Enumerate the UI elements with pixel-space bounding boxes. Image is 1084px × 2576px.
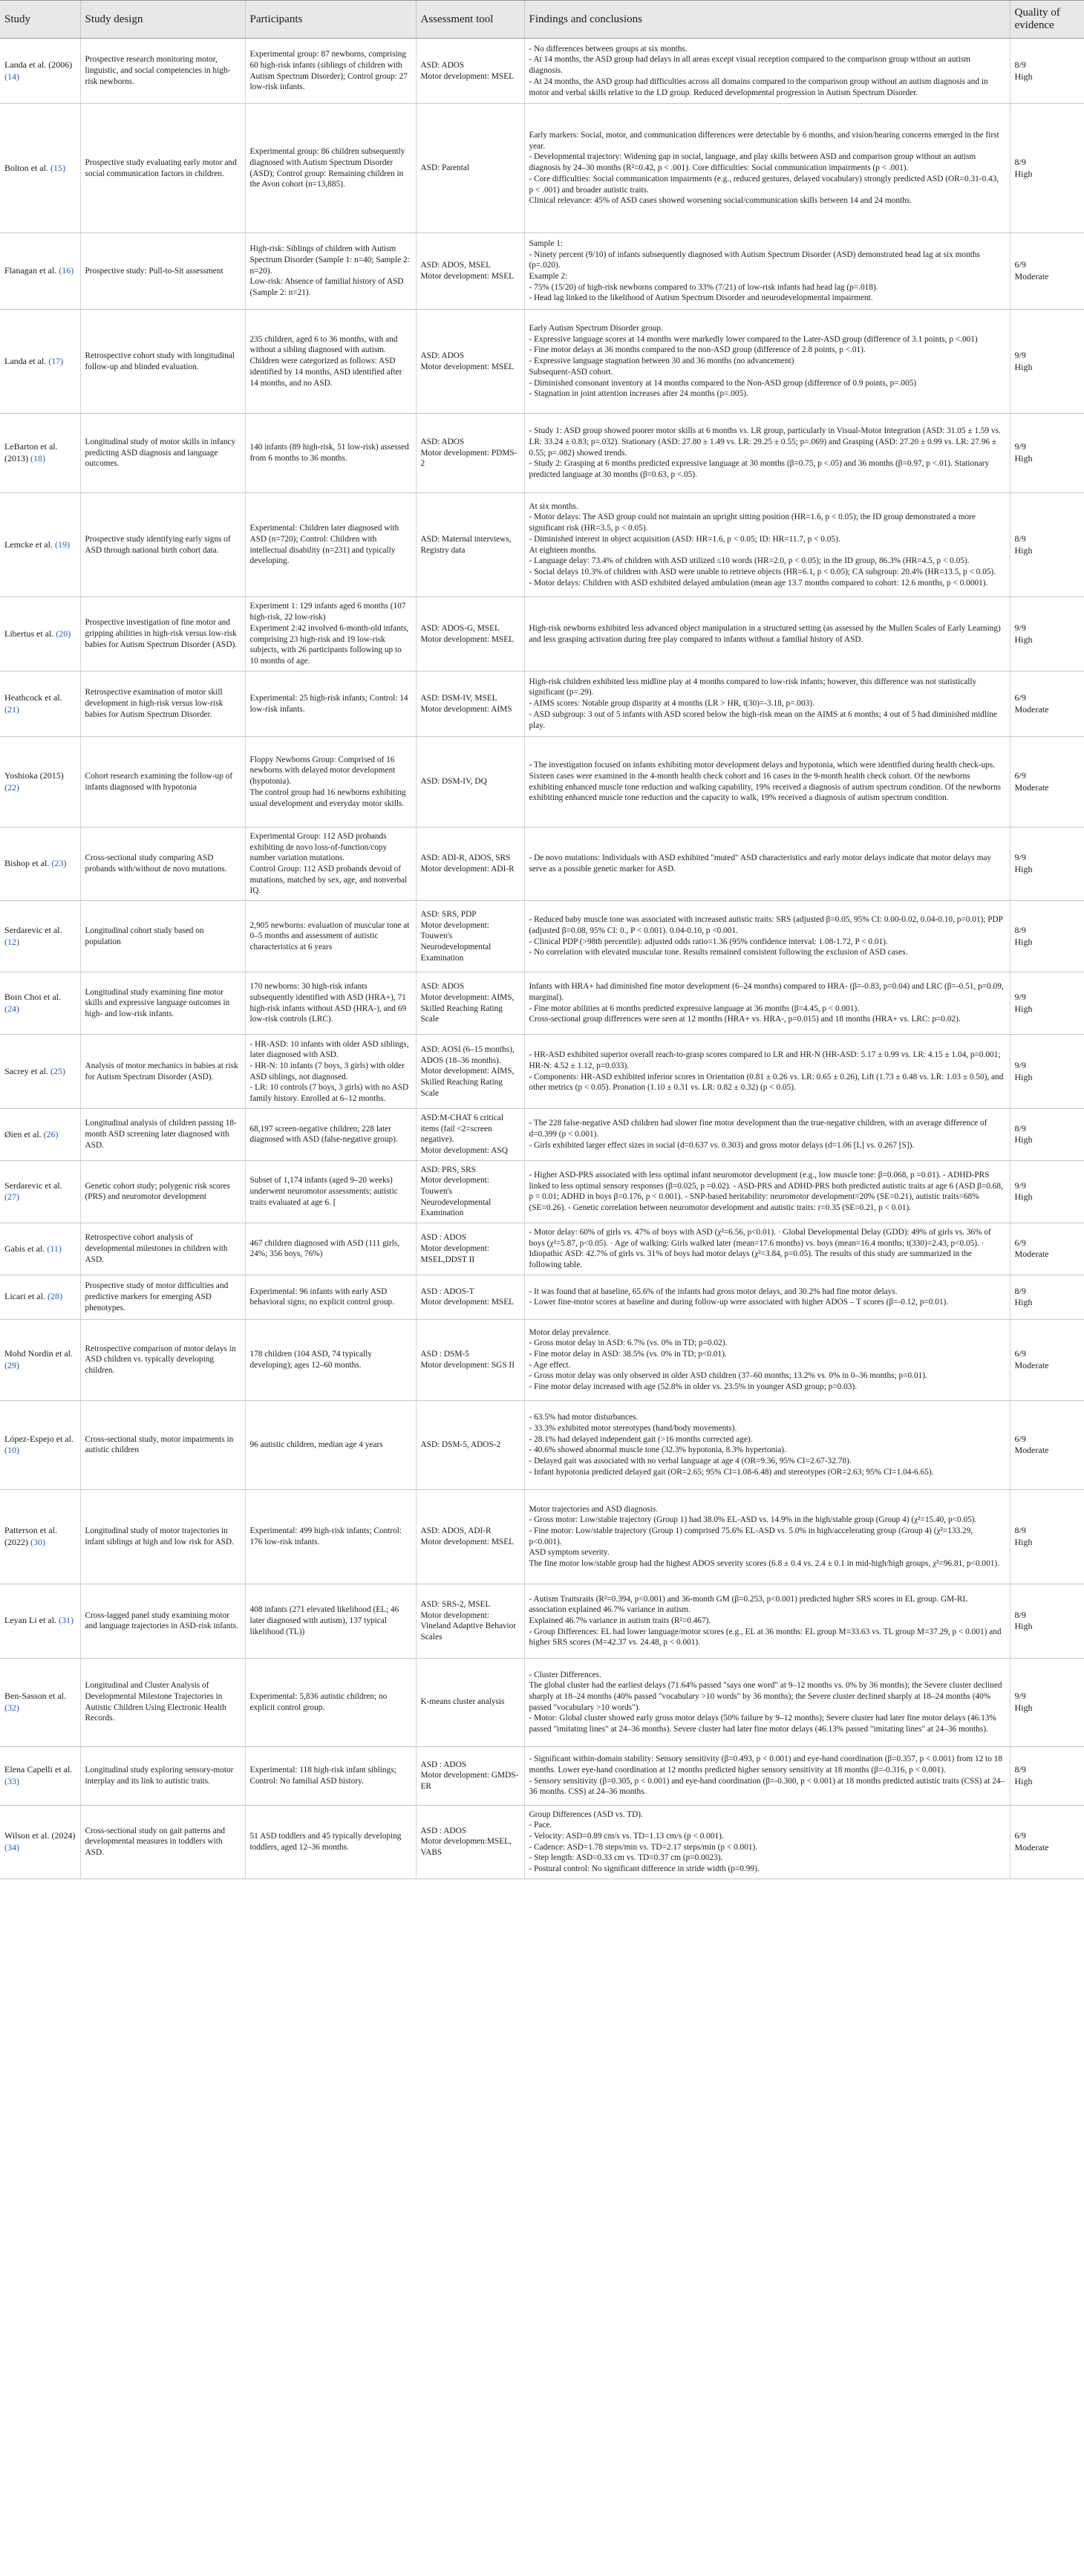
assessment-tool-cell: ASD: ADOS Motor development: MSEL	[416, 310, 524, 414]
reference-link[interactable]: (34)	[4, 1841, 19, 1853]
study-design-cell: Longitudinal study examining fine motor skills and expressive language outcomes in high- and low-risk infants.	[80, 972, 245, 1035]
study-design-cell: Genetic cohort study; polygenic risk scores (PRS) and neuromotor development	[80, 1160, 245, 1223]
assessment-tool-cell: ASD : ADOS-T Motor development: MSEL	[416, 1275, 524, 1319]
study-design-cell: Longitudinal study of motor skills in infancy predicting ASD diagnosis and language outcomes.	[80, 414, 245, 493]
header-participants: Participants	[245, 1, 416, 39]
reference-link[interactable]: (18)	[30, 453, 45, 464]
study-design-cell: Cross-sectional study on gait patterns and developmental measures in toddlers with ASD.	[80, 1805, 245, 1879]
study-design-cell: Retrospective comparison of motor delays in ASD children vs. typically developing children.	[80, 1319, 245, 1400]
participants-cell: Experimental Group: 112 ASD probands exhibiting de novo loss-of-function/copy number variation mutations. Control Group: 112 ASD probands devoid of mutations, matched by sex, age, and nonverbal IQ.	[245, 827, 416, 901]
study-design-cell: Longitudinal cohort study based on population	[80, 901, 245, 972]
assessment-tool-cell: ASD: DSM-5, ADOS-2	[416, 1400, 524, 1489]
reference-link[interactable]: (14)	[4, 71, 19, 82]
reference-link[interactable]: (15)	[50, 162, 65, 173]
table-row	[0, 233, 1084, 310]
study-cell	[0, 737, 80, 827]
quality-cell: 6/9 Moderate	[1010, 737, 1084, 827]
quality-cell: 9/9 High	[1010, 827, 1084, 901]
reference-link[interactable]: (21)	[4, 703, 19, 715]
participants-cell: High-risk: Siblings of children with Autism Spectrum Disorder (Sample 1: n=40; Sample 2: n=20). Low-risk: Absence of familial history of ASD (Sample 2: n=21).	[245, 233, 416, 310]
study-design-cell: Longitudinal analysis of children passing 18-month ASD screening later diagnosed with ASD.	[80, 1109, 245, 1161]
findings-cell: - Reduced baby muscle tone was associated with increased autistic traits: SRS (adjusted β=0.05, 95% CI: 0.00-0.02, 0.04-0.10, p=0.01); PDP (adjusted β=0.08, 95% CI: 0., P < 0.001). 0.04-0.10, p <0.001. - Clinical PDP (>98th percentile): adjusted odds ratio=1.36 (95% confidence interval: 1.08-1.72, P < 0.01). - No correlation with elevated muscular tone. Results remained consistent following the exclusion of ASD cases.	[524, 901, 1010, 972]
study-cell	[0, 972, 80, 1035]
participants-cell: - HR-ASD: 10 infants with older ASD siblings, later diagnosed with ASD. - HR-N: 10 infants (7 boys, 3 girls) with older ASD siblings, not diagnosed. - LR: 10 controls (7 boys, 3 girls) with no ASD family history. Enrolled at 6–12 months.	[245, 1035, 416, 1109]
participants-cell: Experimental group: 87 newborns, comprising 60 high-risk infants (siblings of children with Autism Spectrum Disorder); Control group: 27 low-risk infants.	[245, 39, 416, 104]
study-name: Landa et al. (2006)	[4, 59, 73, 70]
study-cell	[0, 1109, 80, 1161]
quality-cell: 9/9 High	[1010, 972, 1084, 1035]
quality-cell: 9/9 High	[1010, 597, 1084, 671]
study-name: López-Espejo et al.	[4, 1433, 74, 1444]
table-row	[0, 1035, 1084, 1109]
study-design-cell: Cross-sectional study, motor impairments in autistic children	[80, 1400, 245, 1489]
findings-cell: Sample 1: - Ninety percent (9/10) of infants subsequently diagnosed with Autism Spectrum Disorder (ASD) demonstrated head lag at six months (p=.020). Example 2: - 75% (15/20) of high-risk newborns compared to 33% (7/21) of low-risk infants had head lag (p=.018). - Head lag linked to the likelihood of Autism Spectrum Disorder and neurodevelopmental impairment.	[524, 233, 1010, 310]
findings-cell: - No differences between groups at six months. - At 14 months, the ASD group had delays in all areas except visual reception compared to the comparison group without an autism diagnosis. - At 24 months, the ASD group had difficulties across all domains compared to the comparison group without an autism diagnosis and in motor and verbal skills relative to the LD group. Reduced developmental progression in Autism Spectrum Disorder.	[524, 39, 1010, 104]
study-name: Ben-Sasson et al.	[4, 1691, 66, 1702]
table-header-row	[0, 1, 1084, 39]
findings-cell: - Autism Traitsraits (R²=0.394, p<0.001) and 36-month GM (β=0.253, p<0.001) predicted higher SRS scores in EL group. GM-RL association explained 46.7% variance in autism. Explained 46.7% variance in autism traits (R²=0.467). - Group Differences: EL had lower language/motor scores (e.g., EL at 36 months: EL group M=33.63 vs. TL group M=37.29, p < 0.001) and higher SRS scores (M=42.37 vs. 24.48, p < 0.001).	[524, 1584, 1010, 1658]
study-cell	[0, 1400, 80, 1489]
findings-cell: - Cluster Differences. The global cluster had the earliest delays (71.64% passed "says one word" at 9–12 months vs. 0% by 36 months); the Severe cluster declined sharply at 18–24 months (40% passed "vocabulary >10 words" by 36 months); the Severe cluster declined sharply at 18–24 months (40% passed "vocabulary >10 words"). - Motor: Global cluster showed early gross motor delays (50% failure by 9–12 months); Severe cluster had later fine motor delays (46.13% passed "imitating lines" at 24–36 months). Severe cluster had later fine motor delays (46.13% passed "imitating lines" at 24–36 months).	[524, 1658, 1010, 1746]
reference-link[interactable]: (20)	[56, 628, 71, 639]
study-cell	[0, 493, 80, 597]
participants-cell: 68,197 screen-negative children; 228 later diagnosed with ASD (false-negative group).	[245, 1109, 416, 1161]
assessment-tool-cell: ASD: ADOS-G, MSEL Motor development: MSEL	[416, 597, 524, 671]
participants-cell: Floppy Newborns Group: Comprised of 16 newborns with delayed motor development (hypotonia). The control group had 16 newborns exhibiting usual development and everyday motor skills.	[245, 737, 416, 827]
study-name: Sacrey et al.	[4, 1065, 50, 1076]
findings-cell: - The 228 false-negative ASD children had slower fine motor development than the true-negative children, with an average difference of d=0.399 (p < 0.001). - Girls exhibited larger effect sizes in social (d=0.637 vs. 0.303) and gross motor delays (d=1.06 [L] vs. 0.267 [S]).	[524, 1109, 1010, 1161]
quality-cell: 8/9 High	[1010, 1109, 1084, 1161]
table-row	[0, 39, 1084, 104]
reference-link[interactable]: (22)	[4, 781, 19, 793]
study-name: Heathcock et al.	[4, 692, 62, 703]
study-design-cell: Longitudinal study of motor trajectories in infant siblings at high and low risk for ASD.	[80, 1489, 245, 1584]
assessment-tool-cell: K-means cluster analysis	[416, 1658, 524, 1746]
table-row	[0, 737, 1084, 827]
reference-link[interactable]: (27)	[4, 1191, 19, 1203]
reference-link[interactable]: (16)	[59, 265, 74, 276]
quality-cell: 6/9 Moderate	[1010, 1223, 1084, 1275]
quality-cell: 8/9 High	[1010, 1489, 1084, 1584]
quality-cell: 6/9 Moderate	[1010, 1319, 1084, 1400]
participants-cell: 408 infants (271 elevated likelihood (EL; 46 later diagnosed with autism), 137 typical likelihood (TL))	[245, 1584, 416, 1658]
study-name: Bolton et al.	[4, 162, 50, 173]
reference-link[interactable]: (30)	[30, 1536, 45, 1547]
table-row	[0, 1109, 1084, 1161]
study-cell	[0, 1584, 80, 1658]
study-cell	[0, 104, 80, 233]
study-cell	[0, 414, 80, 493]
study-name: Yoshioka (2015)	[4, 770, 64, 781]
reference-link[interactable]: (19)	[54, 539, 70, 550]
assessment-tool-cell: ASD : DSM-5 Motor development: SGS II	[416, 1319, 524, 1400]
participants-cell: 170 newborns: 30 high-risk infants subsequently identified with ASD (HRA+), 71 high-risk infants without ASD (HRA-), and 69 low-risk controls (LRC).	[245, 972, 416, 1035]
participants-cell: Experimental: 96 infants with early ASD behavioral signs; no explicit control group.	[245, 1275, 416, 1319]
header-study: Study	[0, 1, 80, 39]
study-cell	[0, 310, 80, 414]
quality-cell: 8/9 High	[1010, 104, 1084, 233]
study-name: Serdarevic et al.	[4, 924, 62, 935]
reference-link[interactable]: (24)	[4, 1003, 19, 1014]
assessment-tool-cell: ASD: DSM-IV, MSEL Motor development: AIMS	[416, 671, 524, 737]
study-design-cell: Prospective study: Pull-to-Sit assessment	[80, 233, 245, 310]
study-design-cell: Retrospective cohort study with longitudinal follow-up and blinded evaluation.	[80, 310, 245, 414]
study-design-cell: Cohort research examining the follow-up of infants diagnosed with hypotonia	[80, 737, 245, 827]
quality-cell: 6/9 Moderate	[1010, 233, 1084, 310]
study-design-cell: Prospective investigation of fine motor and gripping abilities in high-risk versus low-risk babies for Autism Spectrum Disorder (ASD).	[80, 597, 245, 671]
study-design-cell: Retrospective cohort analysis of developmental milestones in children with ASD.	[80, 1223, 245, 1275]
findings-cell: - 63.5% had motor disturbances. - 33.3% exhibited motor stereotypes (hand/body movements). - 28.1% had delayed independent gait (>16 months corrected age). - 40.6% showed abnormal muscle tone (32.3% hypotonia, 8.3% hypertonia). - Delayed gait was associated with no verbal language at age 4 (OR=9.36, 95% CI=2.67-32.78). - Infant hypotonia predicted delayed gait (OR=2.65; 95% CI=1.08-6.48) and stereotypes (OR=2.63; 95% CI=1.04-6.65).	[524, 1400, 1010, 1489]
study-cell	[0, 901, 80, 972]
study-cell	[0, 827, 80, 901]
study-design-cell: Prospective study of motor difficulties and predictive markers for emerging ASD phenotypes.	[80, 1275, 245, 1319]
findings-cell: - Higher ASD-PRS associated with less optimal infant neuromotor development (e.g., low muscle tone: β=0.068, p =0.01). - ADHD-PRS linked to less optimal sensory responses (β=0.025, p =0.02). - ASD-PRS and ADHD-PRS both predicted autistic traits at age 6 (ASD β=0.68, p = 0.01; ADHD in boys β=0.176, p < 0.001). - SNP-based heritability: neuromotor development=20% (SE=0.21), autistic traits=68% (SE=0.26). - Genetic correlation between neuromotor development and autistic traits: r=0.35 (SE=0.21, p < 0.01).	[524, 1160, 1010, 1223]
quality-cell: 8/9 High	[1010, 1275, 1084, 1319]
study-name: Serdarevic et al.	[4, 1180, 62, 1191]
reference-link[interactable]: (33)	[4, 1775, 19, 1786]
assessment-tool-cell: ASD: ADOS, MSEL Motor development: MSEL	[416, 233, 524, 310]
participants-cell: Experimental: 499 high-risk infants; Control: 176 low-risk infants.	[245, 1489, 416, 1584]
findings-cell: - De novo mutations: Individuals with ASD exhibited "muted" ASD characteristics and early motor delays indicate that motor delays may serve as a possible genetic marker for ASD.	[524, 827, 1010, 901]
study-name: Patterson et al. (2022)	[4, 1525, 57, 1547]
quality-cell: 9/9 High	[1010, 1035, 1084, 1109]
quality-cell: 9/9 High	[1010, 1160, 1084, 1223]
quality-cell: 8/9 High	[1010, 39, 1084, 104]
reference-link[interactable]: (28)	[47, 1291, 62, 1302]
study-cell	[0, 1805, 80, 1879]
findings-cell: High-risk children exhibited less midline play at 4 months compared to low-risk infants; however, this difference was not statistically significant (p=.29). - AIMS scores: Notable group disparity at 4 months (LR > HR, t(30)=-3.18, p=.003). - ASD subgroup: 3 out of 5 infants with ASD scored below the high-risk mean on the AIMS at 6 months; 4 out of 5 had diminished midline play.	[524, 671, 1010, 737]
table-row	[0, 1275, 1084, 1319]
study-cell	[0, 1160, 80, 1223]
findings-cell: - HR-ASD exhibited superior overall reach-to-grasp scores compared to LR and HR-N (HR-ASD: 5.17 ± 0.99 vs. LR: 4.15 ± 1.04, p=0.001; HR-N: 4.52 ± 1.12, p=0.033). - Components: HR-ASD exhibited inferior scores in Orientation (0.81 ± 0.26 vs. LR: 0.65 ± 0.26), Lift (1.73 ± 0.48 vs. LR: 1.03 ± 0.50), and other metrics (p < 0.05). Pronation (1.10 ± 0.31 vs. LR: 0.82 ± 0.32) (p < 0.05).	[524, 1035, 1010, 1109]
assessment-tool-cell: ASD: Parental	[416, 104, 524, 233]
table-row	[0, 1489, 1084, 1584]
reference-link[interactable]: (31)	[58, 1615, 74, 1626]
study-cell	[0, 1746, 80, 1805]
table-row	[0, 1746, 1084, 1805]
header-findings: Findings and conclusions	[524, 1, 1010, 39]
findings-cell: Motor trajectories and ASD diagnosis. - Gross motor: Low/stable trajectory (Group 1) had 38.0% EL-ASD vs. 14.9% in the high/stable group (Group 4) (χ²=15.40, p<0.05). - Fine motor: Low/stable trajectory (Group 1) comprised 75.6% EL-ASD vs. 5.0% in high/accelerating group (Group 4) (χ²=133.29, p<0.001). ASD symptom severity. The fine motor low/stable group had the highest ADOS severity scores (6.8 ± 0.4 vs. 2.4 ± 0.1 in mid-high/high groups, χ²=96.81, p<0.001).	[524, 1489, 1010, 1584]
participants-cell: 96 autistic children, median age 4 years	[245, 1400, 416, 1489]
assessment-tool-cell: ASD: ADOS Motor development: MSEL	[416, 39, 524, 104]
participants-cell: 235 children, aged 6 to 36 months, with and without a sibling diagnosed with autism. Children were categorized as follows: ASD identified by 14 months, ASD identified after 14 months, and no ASD.	[245, 310, 416, 414]
study-name: Øien et al.	[4, 1128, 44, 1139]
study-cell	[0, 671, 80, 737]
table-row	[0, 1658, 1084, 1746]
study-design-cell: Prospective study evaluating early motor and social communication factors in children.	[80, 104, 245, 233]
study-name: Boin Choi et al.	[4, 991, 61, 1002]
table-row	[0, 1400, 1084, 1489]
study-name: Leyan Li et al.	[4, 1615, 59, 1626]
study-name: Landa et al.	[4, 355, 49, 366]
study-name: Bishop et al.	[4, 858, 52, 869]
participants-cell: 178 children (104 ASD, 74 typically developing); ages 12–60 months.	[245, 1319, 416, 1400]
study-name: Wilson et al. (2024)	[4, 1830, 76, 1841]
study-cell	[0, 1319, 80, 1400]
quality-cell: 8/9 High	[1010, 1746, 1084, 1805]
study-design-cell: Longitudinal study exploring sensory-motor interplay and its link to autistic traits.	[80, 1746, 245, 1805]
participants-cell: Experimental group: 86 children subsequently diagnosed with Autism Spectrum Disorder (ASD); Control group: Remaining children in the Avon cohort (n=13,885).	[245, 104, 416, 233]
participants-cell: Experimental: 5,836 autistic children; no explicit control group.	[245, 1658, 416, 1746]
findings-cell: - Motor delay: 60% of girls vs. 47% of boys with ASD (χ²=6.56, p<0.01). · Global Developmental Delay (GDD): 49% of girls vs. 36% of boys (χ²=5.87, p<0.05). · Age of walking: Girls walked later (mean=17.6 months) vs. boys (mean=16.4 months; t(330)=2.43, p<0.05). · Idiopathic ASD: 42.7% of girls vs. 31% of boys had motor delays (χ²=3.84, p=0.05). The results of this study are summarized in the following table.	[524, 1223, 1010, 1275]
participants-cell: Subset of 1,174 infants (aged 9–20 weeks) underwent neuromotor assessments; autistic traits evaluated at age 6. [	[245, 1160, 416, 1223]
reference-link[interactable]: (12)	[4, 936, 19, 947]
assessment-tool-cell: ASD: ADI-R, ADOS, SRS Motor development: ADI-R	[416, 827, 524, 901]
participants-cell: 467 children diagnosed with ASD (111 girls, 24%; 356 boys, 76%)	[245, 1223, 416, 1275]
study-cell	[0, 597, 80, 671]
quality-cell: 9/9 High	[1010, 1658, 1084, 1746]
assessment-tool-cell: ASD : ADOS Motor developmen:MSEL, VABS	[416, 1805, 524, 1879]
study-design-cell: Cross-sectional study comparing ASD probands with/without de novo mutations.	[80, 827, 245, 901]
findings-cell: Motor delay prevalence. - Gross motor delay in ASD: 6.7% (vs. 0% in TD; p=0.02). - Fine motor delay in ASD: 38.5% (vs. 0% in TD; p<0.01). - Age effect. - Gross motor delay was only observed in older ASD children (37–60 months; 13.2% vs. 0% in 0–36 months; p=0.01). - Fine motor delay increased with age (52.8% in older vs. 23.5% in younger ASD group; p=0.03).	[524, 1319, 1010, 1400]
study-design-cell: Prospective study identifying early signs of ASD through national birth cohort data.	[80, 493, 245, 597]
assessment-tool-cell: ASD: SRS-2, MSEL Motor development: Vineland Adaptive Behavior Scales	[416, 1584, 524, 1658]
study-design-cell: Retrospective examination of motor skill development in high-risk versus low-risk babies for Autism Spectrum Disorder.	[80, 671, 245, 737]
assessment-tool-cell: ASD: AOSI (6–15 months), ADOS (18–36 months). Motor development: AIMS, Skilled Reaching Rating Scale	[416, 1035, 524, 1109]
study-cell	[0, 1035, 80, 1109]
participants-cell: 2,905 newborns: evaluation of muscular tone at 0–5 months and assessment of autistic characteristics at 6 years	[245, 901, 416, 972]
reference-link[interactable]: (26)	[43, 1128, 59, 1139]
table-row	[0, 597, 1084, 671]
header-quality: Quality of evidence	[1010, 1, 1084, 39]
assessment-tool-cell: ASD: PRS, SRS Motor development: Touwen's Neurodevelopmental Examination	[416, 1160, 524, 1223]
study-name: Lemcke et al.	[4, 539, 55, 550]
quality-cell: 8/9 High	[1010, 493, 1084, 597]
table-row	[0, 1319, 1084, 1400]
header-study-design: Study design	[80, 1, 245, 39]
findings-cell: High-risk newborns exhibited less advanced object manipulation in a structured setting (as assessed by the Mullen Scales of Early Learning) and less grasping activation during free play compared to infants without a familial history of ASD.	[524, 597, 1010, 671]
table-row	[0, 414, 1084, 493]
study-name: Libertus et al.	[4, 628, 56, 639]
table-row	[0, 104, 1084, 233]
quality-cell: 8/9 High	[1010, 901, 1084, 972]
findings-cell: Early markers: Social, motor, and communication differences were detectable by 6 months, and vision/hearing concerns emerged in the first year. - Developmental trajectory: Widening gap in social, language, and play skills between ASD and comparison group without an autism diagnosis by 24–30 months (R²=0.42, p < .001). Core difficulties: Social communication impairments (p < .001). - Core difficulties: Social communication impairments (e.g., reduced gestures, delayed vocabulary) strongly predicted ASD (OR=0.31-0.43, p < .001) and broader autistic traits. Clinical relevance: 45% of ASD cases showed worsening social/communication skills between 14 and 24 months.	[524, 104, 1010, 233]
study-design-cell: Prospective research monitoring motor, linguistic, and social competencies in high-risk newborns.	[80, 39, 245, 104]
study-name: LeBarton et al. (2013)	[4, 441, 58, 464]
table-row	[0, 310, 1084, 414]
participants-cell: Experiment 1: 129 infants aged 6 months (107 high-risk, 22 low-risk) Experiment 2:42 involved 6-month-old infants, comprising 23 high-risk and 19 low-risk subjects, with 26 participants following up to 10 months of age.	[245, 597, 416, 671]
assessment-tool-cell: ASD: Maternal interviews, Registry data	[416, 493, 524, 597]
study-name: Licari et al.	[4, 1291, 48, 1302]
study-cell	[0, 1658, 80, 1746]
participants-cell: Experimental: Children later diagnosed with ASD (n=720); Control: Children with intellectual disability (n=231) and typically developing.	[245, 493, 416, 597]
table-row	[0, 1805, 1084, 1879]
study-design-cell: Analysis of motor mechanics in babies at risk for Autism Spectrum Disorder (ASD).	[80, 1035, 245, 1109]
findings-cell: Infants with HRA+ had diminished fine motor development (6–24 months) compared to HRA- (β=-0.83, p=0.04) and LRC (β=-0.51, p=0.09, marginal). - Fine motor abilities at 6 months predicted expressive language at 36 months (β=4.45, p < 0.001). Cross-sectional group differences were seen at 12 months (HRA+ vs. HRA-, p=0.015) and 18 months (HRA+ vs. LRC: p=0.02).	[524, 972, 1010, 1035]
quality-cell: 6/9 Moderate	[1010, 1805, 1084, 1879]
assessment-tool-cell: ASD: DSM-IV, DQ	[416, 737, 524, 827]
participants-cell: Experimental: 118 high-risk infant siblings; Control: No familial ASD history.	[245, 1746, 416, 1805]
assessment-tool-cell: ASD: SRS, PDP Motor development: Touwen's Neurodevelopmental Examination	[416, 901, 524, 972]
assessment-tool-cell: ASD : ADOS Motor development: MSEL,DDST II	[416, 1223, 524, 1275]
assessment-tool-cell: ASD:M-CHAT 6 critical items (fail <2=screen negative). Motor development: ASQ	[416, 1109, 524, 1161]
findings-cell: - Study 1: ASD group showed poorer motor skills at 6 months vs. LR group, particularly in Visual-Motor Integration (ASD: 31.05 ± 1.59 vs. LR: 33.24 ± 0.83; p=.032). Stationary (ASD: 27.80 ± 1.49 vs. LR: 29.25 ± 0.55; p=.069) and Grasping (ASD: 27.20 ± 0.99 vs. LR: 27.96 ± 0.55; p=.082) showed trends. - Study 2: Grasping at 6 months predicted expressive language at 30 months (β=0.75, p <.05) and 36 months (β=0.97, p <.01). Stationary predicted language at 30 months (β=0.63, p <.05).	[524, 414, 1010, 493]
participants-cell: 51 ASD toddlers and 45 typically developing toddlers, aged 12–36 months.	[245, 1805, 416, 1879]
study-design-cell: Cross-lagged panel study examining motor and language trajectories in ASD-risk infants.	[80, 1584, 245, 1658]
study-cell	[0, 1489, 80, 1584]
table-row	[0, 1223, 1084, 1275]
quality-cell: 8/9 High	[1010, 1584, 1084, 1658]
header-assessment-tool: Assessment tool	[416, 1, 524, 39]
reference-link[interactable]: (10)	[4, 1445, 19, 1456]
assessment-tool-cell: ASD: ADOS Motor development: PDMS-2	[416, 414, 524, 493]
table-row	[0, 671, 1084, 737]
table-row	[0, 827, 1084, 901]
reference-link[interactable]: (32)	[4, 1702, 19, 1713]
participants-cell: Experimental: 25 high-risk infants; Control: 14 low-risk infants.	[245, 671, 416, 737]
reference-link[interactable]: (23)	[51, 858, 67, 869]
reference-link[interactable]: (29)	[4, 1359, 19, 1370]
study-name: Mohd Nordin et al.	[4, 1348, 73, 1359]
study-cell	[0, 1223, 80, 1275]
table-row	[0, 1160, 1084, 1223]
study-name: Flanagan et al.	[4, 265, 59, 276]
study-name: Gabis et al.	[4, 1243, 48, 1254]
findings-cell: Early Autism Spectrum Disorder group. - Expressive language scores at 14 months were markedly lower compared to the Later-ASD group (difference of 3.1 points, p <.001) - Fine motor delays at 36 months compared to the non-ASD group (difference of 2.8 points, p <.01). - Expressive language stagnation between 30 and 36 months (no advancement) Subsequent-ASD cohort. - Diminished consonant inventory at 14 months compared to the Non-ASD group (difference of 0.9 points, p=.005) - Stagnation in joint attention increases after 24 months (p=.005).	[524, 310, 1010, 414]
table-row	[0, 972, 1084, 1035]
findings-cell: - Significant within-domain stability: Sensory sensitivity (β=0.493, p < 0.001) and eye-hand coordination (β=0.357, p < 0.001) from 12 to 18 months. Lower eye-hand coordination at 12 months predicted higher sensory sensitivity at 18 months (β=-0.316, p < 0.001). - Sensory sensitivity (β=0.305, p < 0.001) and eye-hand coordination (β=-0.300, p < 0.001) at 18 months predicted autistic traits (CSS) at 24–36 months. CSS) at 24–36 months.	[524, 1746, 1010, 1805]
findings-cell: - It was found that at baseline, 65.6% of the infants had gross motor delays, and 30.2% had fine motor delays. - Lower fine-motor scores at baseline and during follow-up were associated with higher ADOS – T scores (β=-0.12, p=0.01).	[524, 1275, 1010, 1319]
table-row	[0, 901, 1084, 972]
quality-cell: 9/9 High	[1010, 310, 1084, 414]
assessment-tool-cell: ASD: ADOS Motor development: AIMS, Skilled Reaching Rating Scale	[416, 972, 524, 1035]
findings-cell: At six months. - Motor delays: The ASD group could not maintain an upright sitting position (HR=1.6, p < 0.05); the ID group demonstrated a more significant risk (HR=3.5, p < 0.05). - Diminished interest in object acquisition (ASD: HR=1.6, p < 0.05; ID: HR=11.7, p < 0.05). At eighteen months. - Language delay: 73.4% of children with ASD utilized ≤10 words (HR=2.0, p < 0.05); in the ID group, 86.3% (HR=4.5, p < 0.05). - Social delays 10.3% of children with ASD were unable to retrieve objects (HR=6.1, p < 0.05); CA subgroup: 20.4% (HR=13.5, p < 0.05). - Motor delays: Children with ASD exhibited delayed ambulation (mean age 13.7 months compared to cohort: 12.6 months, p < 0.0001).	[524, 493, 1010, 597]
study-cell	[0, 233, 80, 310]
reference-link[interactable]: (25)	[50, 1065, 65, 1076]
findings-cell: Group Differences (ASD vs. TD). - Pace. - Velocity: ASD=0.89 cm/s vs. TD=1.13 cm/s (p < 0.001). - Cadence: ASD=1.78 steps/min vs. TD=2.17 steps/min (p < 0.001). - Step length: ASD=0.33 cm vs. TD=0.37 cm (p=0.0023). - Postural control: No significant difference in stride width (p=0.99).	[524, 1805, 1010, 1879]
study-cell	[0, 1275, 80, 1319]
assessment-tool-cell: ASD : ADOS Motor development: GMDS-ER	[416, 1746, 524, 1805]
quality-cell: 9/9 High	[1010, 414, 1084, 493]
table-row	[0, 493, 1084, 597]
quality-cell: 6/9 Moderate	[1010, 671, 1084, 737]
participants-cell: 140 infants (89 high-risk, 51 low-risk) assessed from 6 months to 36 months.	[245, 414, 416, 493]
study-name: Elena Capelli et al.	[4, 1764, 73, 1775]
study-cell	[0, 39, 80, 104]
study-design-cell: Longitudinal and Cluster Analysis of Developmental Milestone Trajectories in Autistic Children Using Electronic Health Records.	[80, 1658, 245, 1746]
assessment-tool-cell: ASD: ADOS, ADI-R Motor development: MSEL	[416, 1489, 524, 1584]
reference-link[interactable]: (11)	[47, 1243, 62, 1254]
reference-link[interactable]: (17)	[48, 355, 64, 366]
table-row	[0, 1584, 1084, 1658]
quality-cell: 6/9 Moderate	[1010, 1400, 1084, 1489]
findings-cell: - The investigation focused on infants exhibiting motor development delays and hypotonia, which were identified during health check-ups. Sixteen cases were examined in the 4-month health check cohort and 16 cases in the 9-month health check cohort. Of the newborns exhibiting enhanced muscle tone reduction and walking capability, 19% received a diagnosis of autism spectrum condition. Of the newborns exhibiting enhanced muscle tone reduction and the capacity to walk, 19% received a diagnosis of autism spectrum condition.	[524, 737, 1010, 827]
